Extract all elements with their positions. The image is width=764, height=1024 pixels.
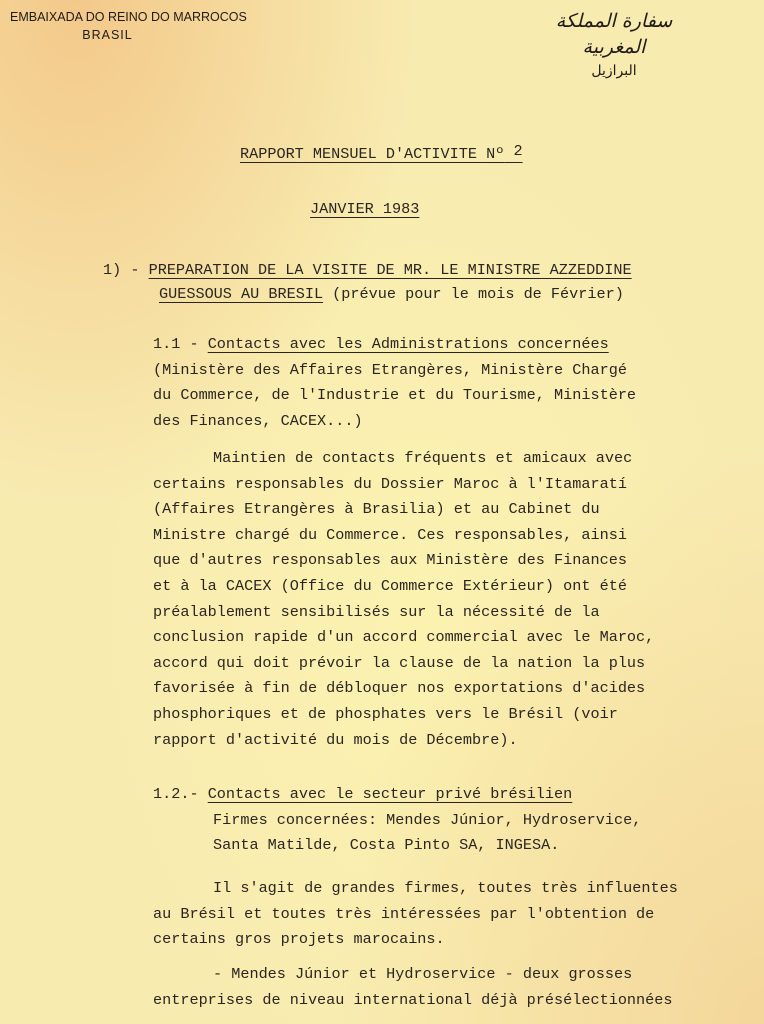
text-line: (Ministère des Affaires Etrangères, Ministère Chargé — [153, 360, 627, 379]
section-1-2-paragraph-2 — [153, 962, 763, 1013]
section-1-1-paragraph — [153, 446, 763, 753]
section-1-2 — [153, 782, 763, 859]
text-line: entreprises de niveau international déjà présélectionnées — [153, 990, 673, 1009]
text-line: préalablement sensibilisés sur la nécessité de la — [153, 602, 600, 621]
section-1-title-line2: GUESSOUS AU BRESIL — [159, 285, 324, 303]
section-1-1 — [153, 332, 763, 434]
text-line: du Commerce, de l'Industrie et du Tourisme, Ministère — [153, 386, 637, 405]
section-1-1-title: Contacts avec les Administrations concernées — [207, 335, 609, 353]
section-1-heading — [103, 258, 753, 306]
text-line: Firmes concernées: Mendes Júnior, Hydroservice, — [213, 810, 642, 829]
section-1-marker: 1) - — [103, 261, 140, 279]
letterhead-arabic — [524, 8, 704, 82]
text-line: que d'autres responsables aux Ministère des Finances — [153, 551, 627, 570]
text-line: rapport d'activité du mois de Décembre). — [153, 730, 518, 749]
text-line: favorisée à fin de débloquer nos exportations d'acides — [153, 679, 646, 698]
text-line: Santa Matilde, Costa Pinto SA, INGESA. — [213, 836, 560, 855]
text-line: - Mendes Júnior et Hydroservice - deux grosses — [213, 965, 633, 983]
text-line: accord qui doit prévoir la clause de la nation la plus — [153, 653, 646, 672]
text-line: au Brésil et toutes très intéressées par l'obtention de — [153, 904, 655, 923]
embassy-name: EMBAIXADA DO REINO DO MARROCOS — [10, 10, 247, 24]
section-1-title-line1: PREPARATION DE LA VISITE DE MR. LE MINISTRE AZZEDDINE — [148, 261, 632, 279]
text-line: et à la CACEX (Office du Commerce Extérieur) ont été — [153, 576, 627, 595]
report-number: 2 — [513, 142, 523, 160]
letterhead-latin — [10, 8, 247, 44]
section-1-2-marker: 1.2.- — [153, 785, 208, 803]
text-line: des Finances, CACEX...) — [153, 411, 363, 430]
section-1-title-note: (prévue pour le mois de Février) — [323, 285, 624, 303]
text-line: certains gros projets marocains. — [153, 930, 445, 949]
report-title — [240, 142, 523, 163]
report-date: JANVIER 1983 — [310, 200, 420, 218]
text-line: phosphoriques et de phosphates vers le Brésil (voir — [153, 704, 618, 723]
section-1-2-paragraph — [153, 876, 763, 953]
section-1-2-title: Contacts avec le secteur privé brésilien — [207, 785, 573, 803]
text-line: Maintien de contacts fréquents et amicaux avec — [213, 449, 633, 467]
text-line: (Affaires Etrangères à Brasilia) et au Cabinet du — [153, 500, 600, 519]
text-line: Ministre chargé du Commerce. Ces responsables, ainsi — [153, 525, 627, 544]
report-title-text: RAPPORT MENSUEL D'ACTIVITE Nº — [240, 145, 505, 163]
text-line: certains responsables du Dossier Maroc à l'Itamaratí — [153, 474, 627, 493]
section-1-2-heading — [153, 782, 763, 808]
section-1-1-heading — [153, 332, 763, 358]
embassy-name-arabic: سفارة المملكة المغربية — [555, 10, 673, 58]
embassy-country: BRASIL — [82, 28, 133, 42]
text-line: conclusion rapide d'un accord commercial avec le Maroc, — [153, 628, 655, 647]
text-line: Il s'agit de grandes firmes, toutes très influentes — [213, 879, 678, 897]
embassy-country-arabic: البرازيل — [591, 63, 637, 79]
section-1-1-marker: 1.1 - — [153, 335, 208, 353]
